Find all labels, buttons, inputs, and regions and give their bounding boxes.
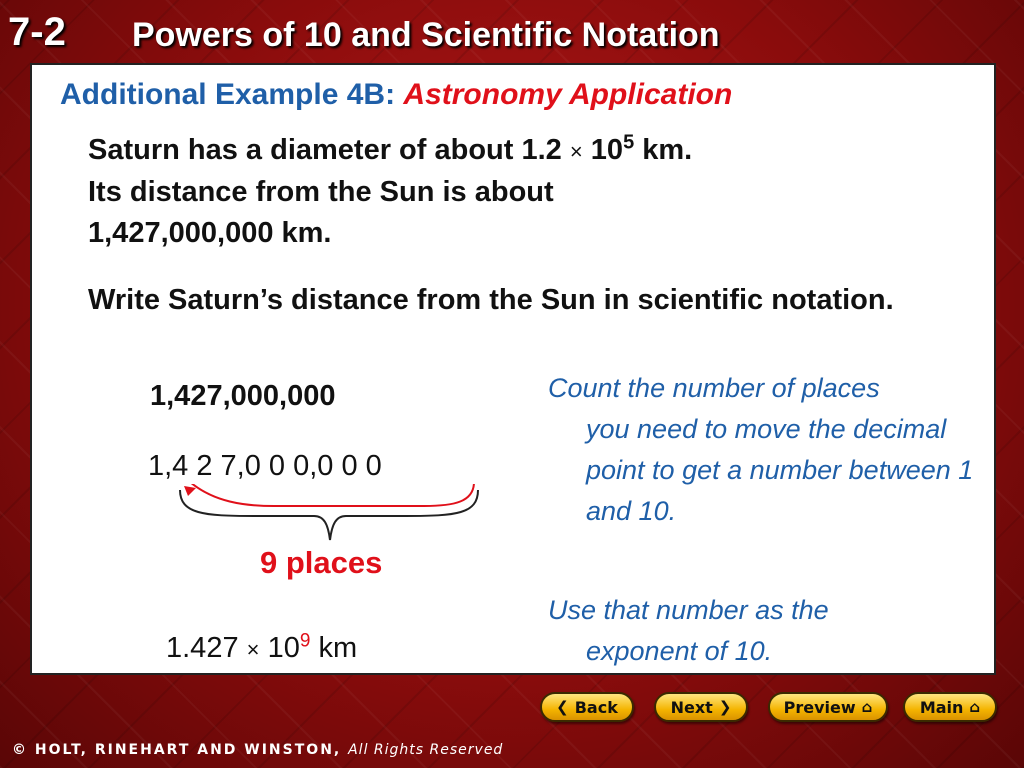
- distance-number: 1,427,000,000: [150, 380, 336, 412]
- copyright-footer: [12, 742, 503, 758]
- title-bar: [0, 0, 1024, 64]
- places-count: 9 places: [260, 545, 383, 580]
- footer-brand: © HOLT, RINEHART AND WINSTON,: [12, 742, 342, 758]
- result-exponent: 9: [299, 630, 311, 652]
- next-button[interactable]: [654, 692, 748, 722]
- move-arrow: [190, 484, 274, 506]
- question: Write Saturn’s distance from the Sun in scientific notation.: [88, 284, 894, 316]
- result-unit: km: [318, 632, 358, 664]
- lesson-title: Powers of 10 and Scientific Notation: [132, 16, 720, 54]
- problem-line2: Its distance from the Sun is about: [88, 176, 554, 208]
- problem-line1: Saturn has a diameter of about: [88, 134, 514, 166]
- hint1-first-line: Count the number of places: [548, 373, 880, 403]
- chevron-left-icon: ❮: [556, 697, 569, 716]
- times-sign: ×: [569, 139, 583, 164]
- diameter-base: 10: [590, 134, 624, 166]
- footer-rights: All Rights Reserved: [348, 742, 504, 758]
- result-coef: 1.427: [166, 632, 239, 664]
- home-icon: ⌂: [969, 697, 981, 716]
- main-label: Main: [919, 697, 964, 717]
- diameter-unit: km.: [642, 134, 693, 166]
- back-label: Back: [574, 697, 618, 717]
- example-label: Additional Example 4B:: [60, 78, 396, 111]
- hint-count-places: [548, 368, 998, 532]
- hint2-rest: exponent of 10.: [586, 636, 773, 666]
- preview-button[interactable]: [768, 692, 888, 722]
- result-base: 10: [267, 632, 300, 664]
- spaced-digits: 1,4 2 7,0 0 0,0 0 0: [148, 450, 382, 482]
- problem-statement: [88, 130, 948, 254]
- lesson-number: 7-2: [8, 10, 66, 54]
- chevron-right-icon: ❯: [718, 697, 732, 716]
- example-heading: [60, 78, 732, 112]
- result-times: ×: [246, 637, 260, 662]
- main-button[interactable]: [903, 692, 997, 722]
- hint-exponent: [548, 590, 978, 672]
- diameter-coef: 1.2: [521, 134, 562, 166]
- arrow-head-icon: [184, 486, 196, 496]
- diameter-exponent: 5: [623, 131, 635, 154]
- example-topic: Astronomy Application: [403, 78, 733, 111]
- problem-line3: 1,427,000,000 km.: [88, 217, 332, 249]
- hint2-first-line: Use that number as the: [548, 595, 829, 625]
- home-icon: ⌂: [861, 697, 873, 716]
- result-expression: [166, 632, 357, 665]
- hint1-rest: you need to move the decimal point to get a number between 1 and 10.: [586, 414, 974, 526]
- places-brace: [174, 484, 484, 546]
- preview-label: Preview: [783, 697, 856, 717]
- next-label: Next: [670, 697, 713, 717]
- back-button[interactable]: [540, 692, 634, 722]
